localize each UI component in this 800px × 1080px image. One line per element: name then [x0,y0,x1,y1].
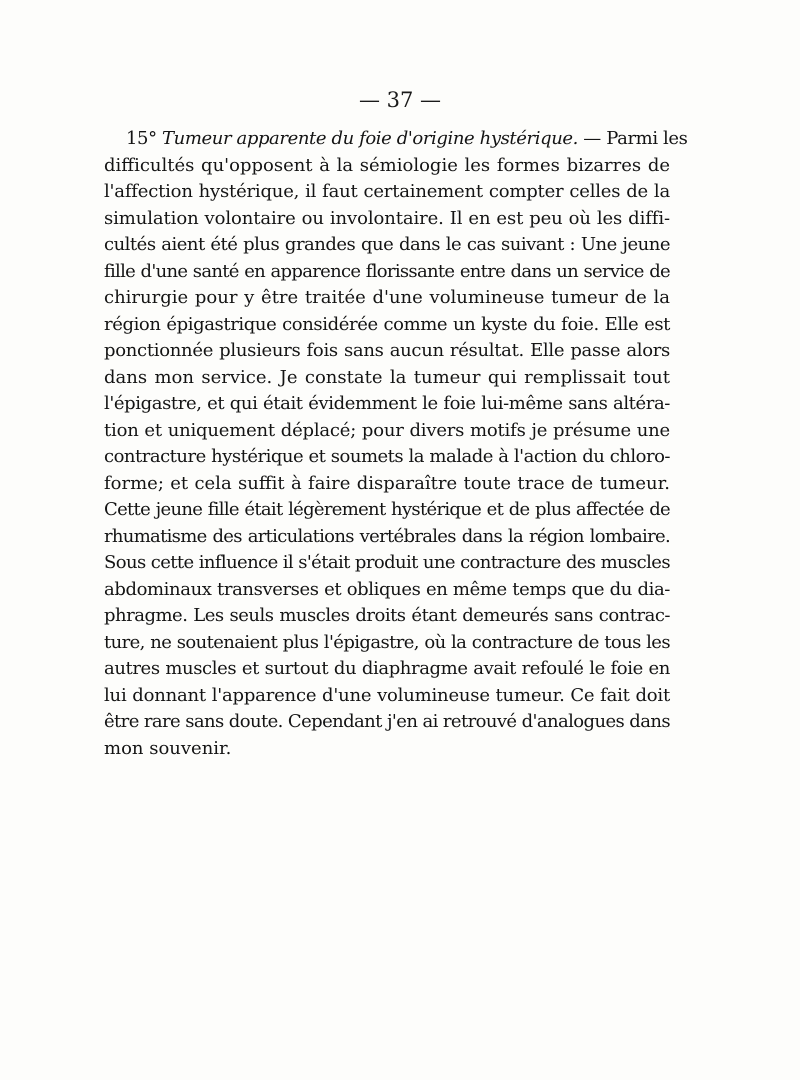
paragraph-line: ponctionnée plusieurs fois sans aucun résultat. Elle passe alors [104,340,670,361]
paragraph-line: région épigastrique considérée comme un kyste du foie. Elle est [104,313,670,335]
paragraph-line: être rare sans doute. Cependant j'en ai retrouvé d'analogues dans [104,711,670,732]
paragraph-line: Cette jeune fille était légèrement hystérique et de plus affectée de [104,499,670,520]
paragraph [104,126,688,762]
paragraph-line: rhumatisme des articulations vertébrales dans la région lombaire. [104,525,670,547]
paragraph-line-last: mon souvenir. [104,737,232,759]
paragraph-line: ture, ne soutenaient plus l'épigastre, où la contracture de tous les [104,631,670,653]
paragraph-line: lui donnant l'apparence d'une volumineuse tumeur. Ce fait doit [104,684,670,706]
paragraph-line: phragme. Les seuls muscles droits étant demeurés sans contrac- [104,605,670,626]
paragraph-line: abdominaux transverses et obliques en même temps que du dia- [104,578,670,600]
section-title: Tumeur apparente du foie d'origine hystérique. [162,128,578,149]
paragraph-line-first [104,126,688,153]
paragraph-line: cultés aient été plus grandes que dans le cas suivant : Une jeune [104,234,670,255]
page-number: — 37 — [358,88,442,112]
paragraph-line: tion et uniquement déplacé; pour divers motifs je présume une [104,419,670,441]
section-dash: — [583,128,601,149]
paragraph-line: Parmi les [606,128,688,149]
paragraph-line: difficultés qu'opposent à la sémiologie les formes bizarres de [104,154,670,176]
paragraph-line: forme; et cela suffit à faire disparaître toute trace de tumeur. [104,472,670,494]
paragraph-line: dans mon service. Je constate la tumeur qui remplissait tout [104,366,670,388]
section-number: 15° [126,128,157,149]
paragraph-line: Sous cette influence il s'était produit une contracture des muscles [104,552,670,573]
paragraph-line: l'épigastre, et qui était évidemment le foie lui-même sans altéra- [104,393,670,414]
paragraph-line: l'affection hystérique, il faut certainement compter celles de la [104,181,670,202]
paragraph-line: chirurgie pour y être traitée d'une volumineuse tumeur de la [104,287,670,308]
paragraph-line: autres muscles et surtout du diaphragme avait refoulé le foie en [104,658,670,679]
paragraph-line: simulation volontaire ou involontaire. Il en est peu où les diffi- [104,207,670,229]
paragraph-line: contracture hystérique et soumets la malade à l'action du chloro- [104,446,670,467]
paragraph-line: fille d'une santé en apparence florissante entre dans un service de [104,260,670,282]
